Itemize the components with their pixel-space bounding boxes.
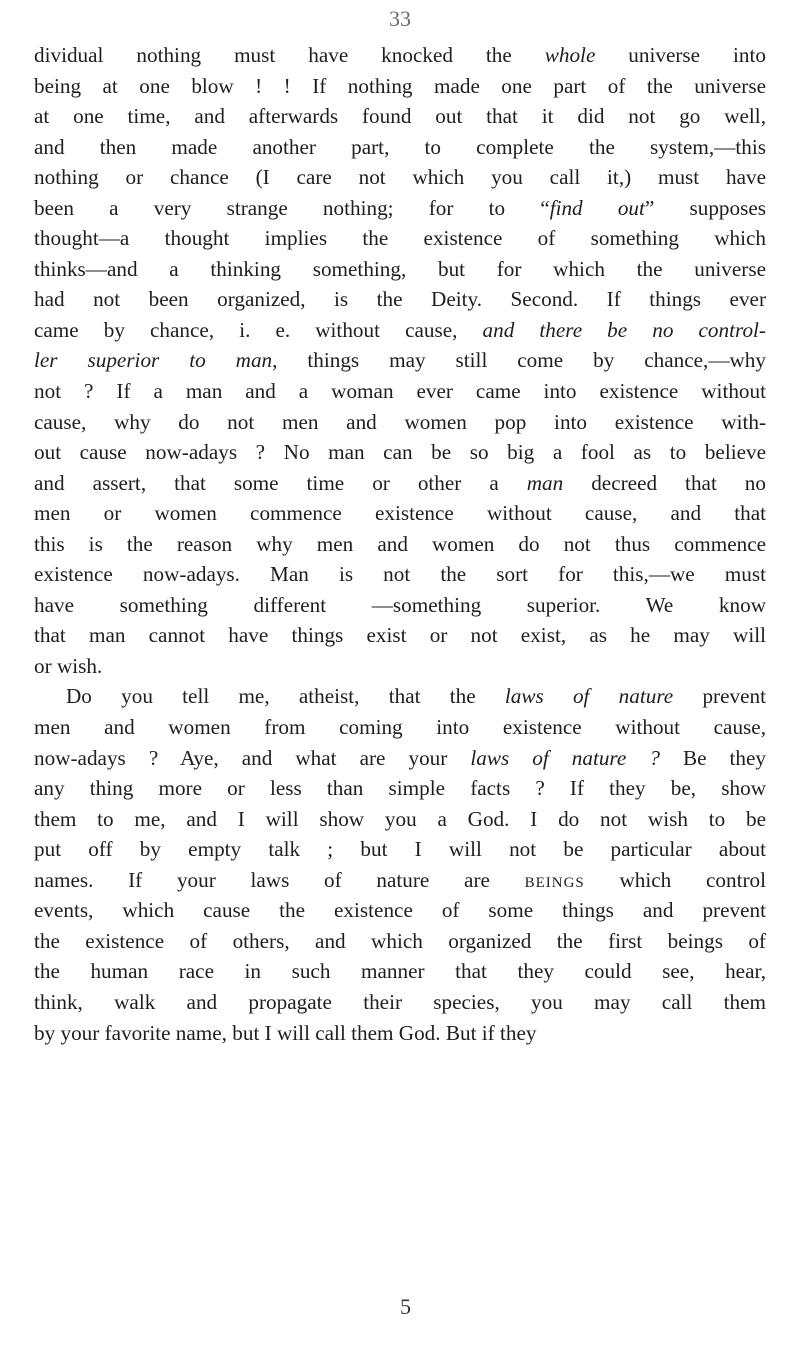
text-line xyxy=(34,468,766,499)
text-line xyxy=(34,651,766,682)
text-run: have something different —something superior. We know xyxy=(34,592,766,617)
text-line xyxy=(34,773,766,804)
text-line xyxy=(34,1018,766,1049)
text-line xyxy=(34,132,766,163)
text-line xyxy=(34,71,766,102)
text-line xyxy=(34,895,766,926)
text-line xyxy=(34,437,766,468)
text-run: that man cannot have things exist or not exist, as he may will xyxy=(34,623,766,648)
text-run: by your favorite name, but I will call them God. But if they xyxy=(34,1020,537,1045)
text-run: men or women commence existence without cause, and that xyxy=(34,501,766,526)
italic-text: whole xyxy=(544,43,596,67)
text-run: dividual nothing must have knocked the xyxy=(34,43,545,67)
italic-text: ler superior to man xyxy=(34,348,273,373)
text-line xyxy=(34,40,766,71)
text-run: the human race in such manner that they could see, hear, xyxy=(34,959,766,984)
text-line xyxy=(34,620,766,651)
text-run: , things may still come by chance,—why xyxy=(272,348,766,373)
italic-text: laws of nature ? xyxy=(470,745,660,770)
text-line xyxy=(34,162,766,193)
text-run: decreed that no xyxy=(563,470,766,495)
text-run: this is the reason why men and women do not thus commence xyxy=(34,531,766,556)
italic-text: laws of nature xyxy=(504,684,674,709)
text-run: the existence of others, and which organized the first beings of xyxy=(34,928,766,953)
text-run: existence now-adays. Man is not the sort for this,—we must xyxy=(34,562,766,587)
text-run: now-adays ? Aye, and what are your xyxy=(34,745,471,770)
text-line xyxy=(34,834,766,865)
signature-mark: 5 xyxy=(400,1294,411,1319)
text-line xyxy=(34,498,766,529)
text-run: and assert, that some time or other a xyxy=(34,470,527,495)
text-line xyxy=(34,743,766,774)
text-run: events, which cause the existence of some things and prevent xyxy=(34,898,766,923)
text-run: prevent xyxy=(673,684,766,709)
text-run: universe into xyxy=(595,43,766,67)
text-line xyxy=(34,223,766,254)
text-run: them to me, and I will show you a God. I do not wish to be xyxy=(34,806,766,831)
text-run: thinks—and a thinking something, but for which the universe xyxy=(34,256,766,281)
text-line xyxy=(34,407,766,438)
body-text xyxy=(34,40,766,1048)
text-run: which control xyxy=(584,867,766,892)
text-run: at one time, and afterwards found out that it did not go well, xyxy=(34,104,766,129)
text-line xyxy=(34,529,766,560)
text-line xyxy=(34,315,766,346)
text-run: cause, why do not men and women pop into existence with- xyxy=(34,409,766,434)
text-run: thought—a thought implies the existence of something which xyxy=(34,226,766,251)
text-line xyxy=(34,956,766,987)
text-line xyxy=(34,254,766,285)
text-line xyxy=(34,101,766,132)
text-line xyxy=(34,590,766,621)
italic-text: and there be no control- xyxy=(482,317,766,342)
italic-text: man xyxy=(526,470,564,495)
text-line xyxy=(34,345,766,376)
small-caps-text: BEINGS xyxy=(524,874,585,891)
text-run: came by chance, i. e. without cause, xyxy=(34,317,483,342)
text-run: had not been organized, is the Deity. Second. If things ever xyxy=(34,287,766,312)
text-line xyxy=(34,559,766,590)
text-run: Do you tell me, atheist, that the xyxy=(66,684,505,709)
text-run: Be they xyxy=(659,745,766,770)
text-run: or wish. xyxy=(34,653,103,678)
text-line xyxy=(34,804,766,835)
text-run: and then made another part, to complete the system,—this xyxy=(34,134,766,159)
text-run: nothing or chance (I care not which you call it,) must have xyxy=(34,165,766,190)
text-line xyxy=(34,865,766,896)
page-number: 33 xyxy=(389,6,411,31)
text-line xyxy=(34,376,766,407)
text-line xyxy=(34,193,766,224)
text-line xyxy=(34,681,766,712)
text-run: not ? If a man and a woman ever came into existence without xyxy=(34,379,766,404)
text-run: out cause now-adays ? No man can be so big a fool as to believe xyxy=(34,440,766,465)
text-line xyxy=(34,926,766,957)
text-line xyxy=(34,284,766,315)
text-line xyxy=(34,987,766,1018)
text-line xyxy=(34,712,766,743)
text-run: names. If your laws of nature are xyxy=(34,867,525,892)
text-run: put off by empty talk ; but I will not be particular about xyxy=(34,837,766,862)
text-run: ” supposes xyxy=(644,195,767,220)
text-run: being at one blow ! ! If nothing made one part of the universe xyxy=(34,73,766,98)
text-run: been a very strange nothing; for to “ xyxy=(34,195,550,220)
text-run: any thing more or less than simple facts ? If they be, show xyxy=(34,776,766,801)
text-run: men and women from coming into existence without cause, xyxy=(34,715,766,740)
text-run: think, walk and propagate their species, you may call them xyxy=(34,989,766,1014)
italic-text: find out xyxy=(549,195,645,220)
